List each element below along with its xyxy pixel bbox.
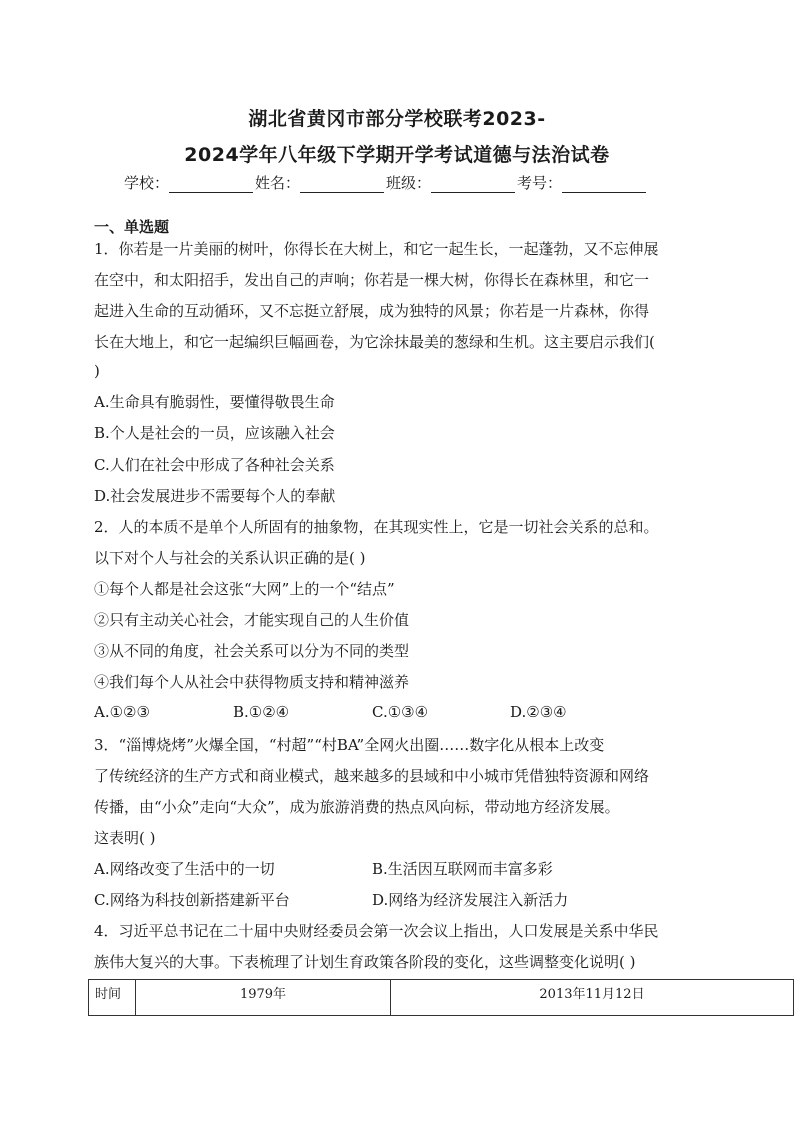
q1-option-a[interactable]: A.生命具有脆弱性，要懂得敬畏生命 [94,393,335,411]
exam-no-label: 考号： [517,174,563,192]
q3-option-a[interactable]: A.网络改变了生活中的一切 [94,860,275,878]
q2-option-d[interactable]: D.②③④ [510,703,567,721]
q3-option-c[interactable]: C.网络为科技创新搭建新平台 [94,891,290,909]
q2-option-a[interactable]: A.①②③ [94,703,150,721]
q1-option-b[interactable]: B.个人是社会的一员，应该融入社会 [94,424,335,442]
table-header-cell: 1979年 [136,980,391,1016]
q3-option-d[interactable]: D.网络为经济发展注入新活力 [372,891,569,909]
exam-no-blank[interactable] [562,178,646,193]
q2-option-c[interactable]: C.①③④ [372,703,429,721]
q2-line: 2．人的本质不是单个人所固有的抽象物，在其现实性上，它是一切社会关系的总和。 [94,518,659,536]
q1-line: 长在大地上，和它一起编织巨幅画卷，为它涂抹最美的葱绿和生机。这主要启示我们( [94,333,655,351]
q1-option-c[interactable]: C.人们在社会中形成了各种社会关系 [94,456,335,474]
q4-line: 族伟大复兴的大事。下表梳理了计划生育政策各阶段的变化，这些调整变化说明( ) [94,953,636,971]
name-blank[interactable] [300,178,384,193]
policy-table [88,979,794,1016]
q3-line: 3．“淄博烧烤”火爆全国，“村超”“村BA”全网火出圈……数字化从根本上改变 [94,736,605,754]
table-header-cell: 2013年11月12日 [391,980,794,1016]
doc-title-line2: 2024学年八年级下学期开学考试道德与法治试卷 [184,144,610,166]
q2-statement-2: ②只有主动关心社会，才能实现自己的人生价值 [94,611,410,629]
class-blank[interactable] [431,178,515,193]
table-header-cell: 时间 [89,980,136,1016]
doc-title-line1: 湖北省黄冈市部分学校联考2023- [248,108,546,130]
q2-statement-3: ③从不同的角度，社会关系可以分为不同的类型 [94,642,410,660]
q2-statement-4: ④我们每个人从社会中获得物质支持和精神滋养 [94,673,410,691]
q3-option-b[interactable]: B.生活因互联网而丰富多彩 [372,860,553,878]
student-info-row [124,172,648,193]
q3-line: 这表明( ) [94,829,156,847]
q1-line: 在空中，和太阳招手，发出自己的声响；你若是一棵大树，你得长在森林里，和它一 [94,271,650,289]
q2-option-b[interactable]: B.①②④ [233,703,290,721]
q1-line: 1．你若是一片美丽的树叶，你得长在大树上，和它一起生长，一起蓬勃，又不忘伸展 [94,240,659,258]
school-blank[interactable] [169,178,253,193]
table-header-row [89,980,794,1016]
q1-line: ) [94,362,100,380]
q1-line: 起进入生命的互动循环，又不忘挺立舒展，成为独特的风景；你若是一片森林，你得 [94,302,650,320]
q2-line: 以下对个人与社会的关系认识正确的是( ) [94,549,366,567]
class-label: 班级： [386,174,432,192]
q4-line: 4．习近平总书记在二十届中央财经委员会第一次会议上指出，人口发展是关系中华民 [94,922,659,940]
school-label: 学校： [124,174,170,192]
q2-statement-1: ①每个人都是社会这张“大网”上的一个“结点” [94,580,395,598]
name-label: 姓名： [255,174,301,192]
q3-line: 了传统经济的生产方式和商业模式，越来越多的县域和中小城市凭借独特资源和网络 [94,767,650,785]
section-heading: 一、单选题 [94,218,170,236]
q3-line: 传播，由“小众”走向“大众”，成为旅游消费的热点风向标，带动地方经济发展。 [94,798,620,816]
q1-option-d[interactable]: D.社会发展进步不需要每个人的奉献 [94,487,336,505]
